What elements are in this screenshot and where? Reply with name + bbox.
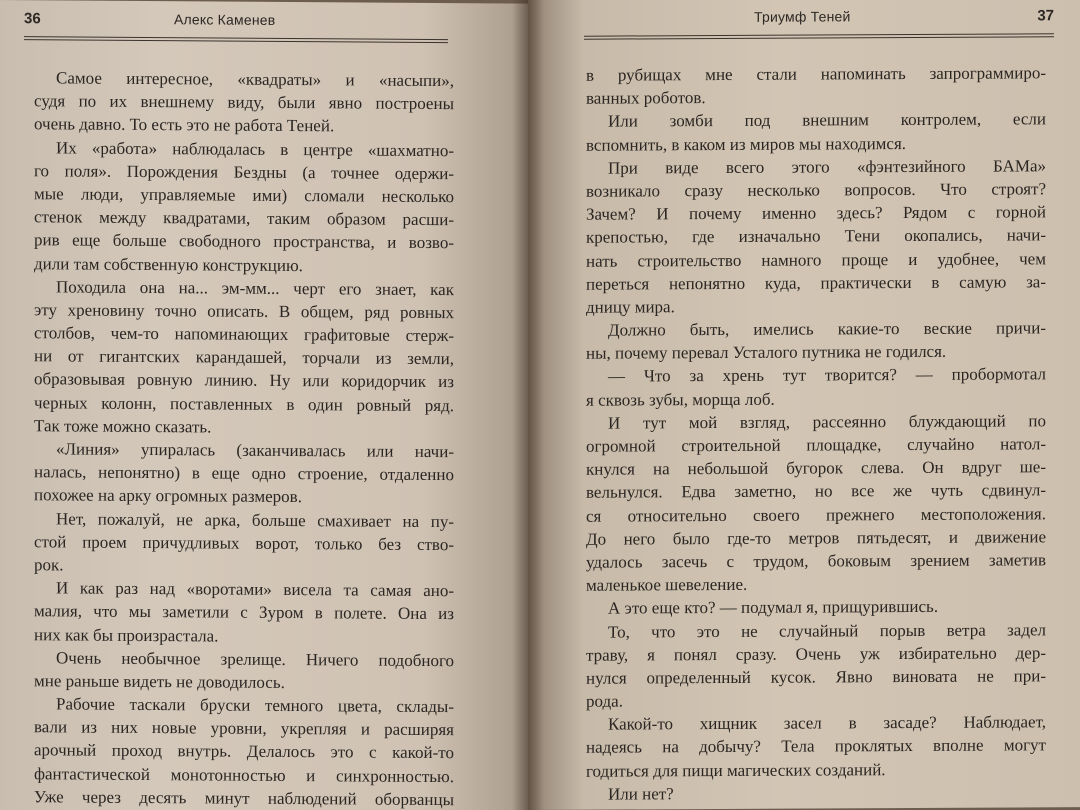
text-line: Или зомби под внешним контролем, если [608,109,1046,131]
text-line: них как бы произрастала. [34,624,219,646]
text-line: Их «работа» наблюдалась в центре «шахматно- [56,137,454,160]
text-line: возникало сразу несколько вопросов. Что строят? [586,179,1046,201]
text-line: И тут мой взгляд, рассеянно блуждающий по [608,411,1046,433]
text-line: мые люди, управляемые ими) сломали несколько [34,184,454,207]
text-line: Очень необычное зрелище. Ничего подобного [56,648,454,670]
text-line: рок. [34,555,64,575]
text-line: Зачем? И почему именно здесь? Рядом с горной [586,202,1046,224]
page-number: 37 [1037,7,1054,25]
text-line: ни от гигантских карандашей, торчали из земли, [34,346,454,369]
text-line: надеясь на добычу? Тела проклятых вполне могут [586,735,1046,758]
text-line: Походила она на... эм-мм... черт его знает, как [56,277,454,299]
text-line: Уже через десять минут наблюдений оборванцы [34,787,454,809]
text-line: образовывая ровную линию. Ну или коридорчик из [34,369,454,392]
text-line: рода. [586,691,623,711]
text-line: удалось засечь с трудом, боковым зрением заметив [586,550,1046,572]
text-line: налась, непонятно) в еще одно строение, отдаленно [34,462,454,485]
text-line: крепостью, где изначально Тени окопались, начи- [586,225,1046,248]
page-number: 36 [24,10,41,28]
text-line: «Линия» упиралась (заканчивалась или начи- [56,439,454,462]
text-line: вспомнить, в каком из миров мы находимся. [586,133,907,155]
text-line: Должно быть, имелись какие-то веские причи- [608,318,1046,340]
text-line: мне раньше видеть не доводилось. [34,671,285,692]
text-line: стенок между квадратами, таким образом расши- [34,207,454,230]
text-line: черных колонн, поставленных в один ровный ряд. [34,392,454,415]
text-line: Так тоже можно сказать. [34,416,212,437]
text-line: стой проем причудливых ворот, только без ство- [34,531,454,554]
right-page [528,0,1080,810]
text-line: нулся определенный кусок. Явно виновата не при- [586,666,1046,688]
text-line: траву, я понял сразу. Очень уж избирательно дер- [586,642,1046,665]
text-line: Рабочие таскали бруски темного цвета, склады- [56,694,454,717]
running-head-title: Триумф Теней [754,8,851,25]
text-line: очень давно. То есть это не работа Теней. [34,114,335,136]
text-line: — Что за хрень тут творится? — пробормотал [608,364,1046,387]
text-line: То, что это не случайный порыв ветра задел [608,619,1046,642]
text-line: А это еще кто? — подумал я, прищурившись. [608,597,939,618]
text-line: го поля». Порождения Бездны (а точнее одержи- [34,160,454,183]
text-line: ны, почему перевал Усталого путника не годился. [586,342,947,363]
text-line: дницу мира. [586,297,675,317]
text-line: И как раз над «воротами» висела та самая ано- [56,578,454,601]
right-page-body-text [586,61,1046,805]
text-line: огромной строительной площадке, случайно натол- [586,434,1046,456]
text-line: Самое интересное, «квадраты» и «насыпи», [56,68,454,91]
text-line: маленькое шевеление. [586,574,748,595]
text-line: вали из них новые уровни, укрепляя и расширяя [34,717,454,740]
text-line: Или нет? [608,784,674,804]
text-line: дили там собственную конструкцию. [34,253,303,275]
text-line: похожее на арку огромных размеров. [34,485,302,507]
text-line: годиться для пищи магических созданий. [586,759,886,781]
text-line: ванных роботов. [586,88,706,108]
right-page-header [584,7,1054,35]
text-line: я сквозь зубы, морща лоб. [586,389,775,410]
left-page [0,0,528,810]
text-line: Нет, пожалуй, не арка, больше смахивает на пу- [56,508,454,531]
text-line: арочный проход внутрь. Делалось это с какой-то [34,740,454,763]
left-page-body-text [34,66,454,810]
text-line: При виде всего этого «фэнтезийного БАМа» [608,156,1046,178]
running-head-author: Алекс Каменев [174,11,276,28]
text-line: столбов, чем-то напоминающих графитовые стерж- [34,323,454,346]
text-line: фантастической монотонностью и синхронностью. [34,763,454,786]
text-line: в рубищах мне стали напоминать запрограммиро- [586,63,1046,85]
text-line: ся относительно своего прежнего местоположения. [586,503,1046,526]
text-line: эту хреновину точно описать. В общем, ряд ровных [34,300,454,323]
text-line: малия, что мы заметили с Зуром в полете. Она из [34,601,454,624]
text-line: судя по их внешнему виду, были явно построены [34,91,454,114]
text-line: нать строительство намного проще и удобнее, чем [586,248,1046,271]
text-line: рив еще больше свободного пространства, и возво- [34,230,454,253]
text-line: кнулся на небольшой бугорок слева. Он вдруг ше- [586,457,1046,479]
text-line: Какой-то хищник засел в засаде? Наблюдает, [608,712,1046,734]
text-line: переться непонятно куда, практически в самую за- [586,271,1046,294]
text-line: До него было где-то метров пятьдесят, и движение [586,527,1046,549]
text-line: вельнулся. Едва заметно, но все же чуть сдвинул- [586,480,1046,503]
left-page-header [24,10,448,39]
